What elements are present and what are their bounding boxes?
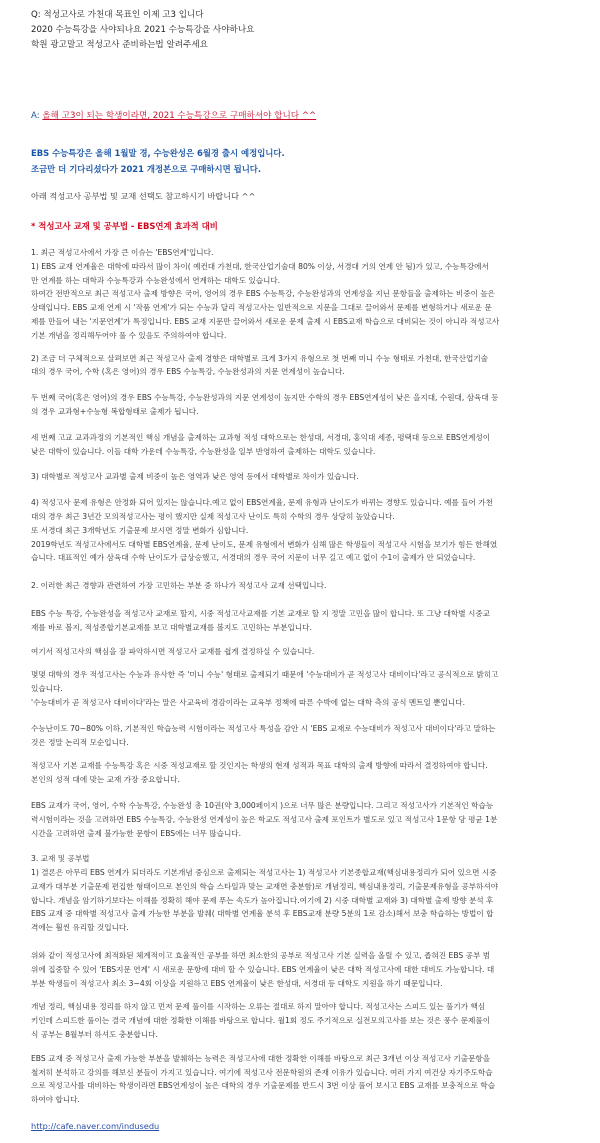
- paragraph-line: 교재가 대부분 기출문제 편집한 형태이므로 본인의 학습 스타일과 맞는 교재면 충분함)로 개념정리, 핵심내용정리, 기출문제유형을 공부하셔야: [31, 881, 499, 891]
- answer-title: [31, 109, 566, 121]
- release-notice: [31, 145, 566, 177]
- paragraph-line: 2. 이러한 최근 경향과 관련하여 가장 고민하는 부분 중 하나가 적성고사 교재 선택입니다.: [31, 581, 327, 591]
- paragraph-line: 3) 대학별로 적성고사 교과별 출제 비중이 높은 영역과 낮은 영역 등에서 대학별로 차이가 있습니다.: [31, 472, 359, 482]
- paragraph-line: 3. 교재 및 공부법: [31, 854, 90, 864]
- paragraph: [31, 579, 566, 593]
- paragraph-line: 수능난이도 70~80% 이하, 기본적인 학습능력 시험이라는 적성고사 특성을 감안 시 'EBS 교재로 수능대비가 적성고사 대비이다'라고 말하는: [31, 723, 496, 733]
- paragraph: [31, 852, 566, 935]
- question-line: Q: 적성고사로 가천대 목표인 이제 고3 입니다: [31, 10, 204, 20]
- paragraph-line: 적성고사 기본 교재를 수능특강 혹은 시중 적성교재로 할 것인지는 학생의 현재 성적과 목표 대학의 출제 방향에 따라서 결정하여야 합니다.: [31, 761, 488, 771]
- paragraph-line: 시간을 고려하면 출제 불가능한 문항이 EBS에는 너무 많습니다.: [31, 828, 242, 838]
- paragraph-line: 격에는 훨씬 유리할 것입니다.: [31, 923, 129, 933]
- paragraph: [31, 1000, 566, 1041]
- paragraph-line: 세 번째 고교 교과과정의 기본적인 핵심 개념을 출제하는 교과형 적성 대학으로는 한성대, 서경대, 홍익대 세종, 평택대 등으로 EBS연계성이: [31, 432, 491, 442]
- paragraph-line: EBS 교재가 국어, 영어, 수학 수능특강, 수능완성 총 10권(약 3,000페이지 )으로 너무 많은 분량입니다. 그리고 적성고사가 기본적인 학습능: [31, 800, 494, 810]
- paragraph-line: 1) EBS 교재 연계율은 대학에 따라서 많이 차이( 예컨대 가천대, 한국산업기술대 80% 이상, 서경대 거의 연계 안 됨)가 있고, 수능특강에서: [31, 261, 489, 271]
- paragraph-line: 여기서 적성고사의 핵심을 잘 파악하시면 적성고사 교재를 쉽게 결정하실 수 있습니다.: [31, 646, 315, 656]
- paragraph-line: 대의 경우 국어, 수학 (혹은 영어)의 경우 EBS 수능특강, 수능완성과의 지문 연계성이 높습니다.: [31, 367, 345, 377]
- paragraph-line: 대의 경우 최근 3년간 모의적성고사는 평이 했지만 실제 적성고사 난이도 특히 수학의 경우 상당히 높았습니다.: [31, 511, 395, 521]
- paragraph-line: 력시험이라는 것을 고려하면 EBS 수능특강, 수능완성 연계성이 높은 학교도 적성고사 출제 포인트가 별도로 있고 적성고사 1문항 당 평균 1분: [31, 814, 498, 824]
- paragraph-line: EBS 교재 중 적성고사 출제 가능한 부분을 발췌하는 능력은 적성고사에 대한 정확한 이해를 바탕으로 최근 3개년 이상 적성고사 기출문항을: [31, 1053, 491, 1063]
- paragraph-line: EBS 교재 중 대학별 적성고사 출제 가능한 부분을 발췌( 대학별 연계율 분석 후 EBS교재 분량 5분의 1로 감소)해서 보충 학습하는 방법이 합: [31, 909, 494, 919]
- paragraph-line: 하여야 합니다.: [31, 1095, 80, 1105]
- paragraph-line: 낮은 대학이 있습니다. 이들 대학 가운데 수능특강, 수능완성을 일부 반영하여 출제하는 대학도 있습니다.: [31, 446, 376, 456]
- paragraph-line: 2) 조금 더 구체적으로 살펴보면 최근 적성고사 출제 경향은 대학별로 크게 3가지 유형으로 첫 번째 미니 수능 형태로 가천대, 한국산업기술: [31, 353, 489, 363]
- paragraph: [31, 352, 566, 380]
- paragraph-line: 있습니다.: [31, 684, 63, 694]
- paragraph: [31, 607, 566, 635]
- question-line: 학원 광고말고 적성고사 준비하는법 알려주세요: [31, 40, 208, 50]
- paragraph-line: 1. 최근 적성고사에서 가장 큰 이슈는 'EBS연계'입니다.: [31, 248, 214, 257]
- paragraph-line: 위와 같이 적성고사에 최적화된 체계적이고 효율적인 공부를 하면 최소한의 공부로 적성고사 기본 실력을 올릴 수 있고, 좁혀진 EBS 공부 범: [31, 951, 491, 961]
- paragraph-line: EBS 수능 특강, 수능완성을 적성고사 교재로 할지, 시중 적성고사교재를 기본 교재로 할 지 정말 고민을 많이 합니다. 또 그냥 대학별 시중교: [31, 608, 490, 618]
- paragraph-line: 4) 적성고사 문제 유형은 안정화 되어 있지는 않습니다.예고 없이 EBS연계율, 문제 유형과 난이도가 바뀌는 경향도 있습니다. 예를 들어 가천: [31, 498, 493, 508]
- section-title: * 적성고사 교재 및 공부법 - EBS연계 효과적 대비: [31, 221, 218, 231]
- paragraph-line: 철저히 분석하고 강의를 해보신 분들이 가지고 있습니다. 여기에 적성고사 전문학원의 존재 이유가 있습니다. 여러 가지 여건상 자기주도학습: [31, 1067, 493, 1077]
- paragraph-line: 몇몇 대학의 경우 적성고사는 수능과 유사한 즉 '미니 수능' 형태로 출제되기 때문에 '수능대비가 곧 적성고사 대비이다'라고 공식적으로 밝히고: [31, 670, 499, 680]
- paragraph-line: '수능대비가 곧 적성고사 대비이다'라는 말은 사교육비 경감이라는 교육부 정책에 따른 수박에 없는 대학 측의 공식 멘트일 뿐입니다.: [31, 697, 465, 707]
- paragraph: [31, 391, 566, 419]
- paragraph-line: 개념 정리, 핵심내용 정리를 하지 않고 먼저 문제 풀이를 시작하는 오류는 절대로 하지 말아야 합니다. 적성고사는 스피드 있는 풀기가 핵심: [31, 1002, 486, 1012]
- paragraph: [31, 722, 566, 750]
- answer-prefix: A:: [31, 111, 43, 121]
- release-line: 조금만 더 기다리셨다가 2021 개정본으로 구매하시면 됩니다.: [31, 164, 262, 174]
- paragraph-line: 두 번째 국어(혹은 영어)의 경우 EBS 수능특강, 수능완성과의 지문 연계성이 높지만 수학의 경우 EBS연계성이 낮은 을지대, 수원대, 삼육대 등: [31, 393, 499, 403]
- paragraph-line: 습니다. 대표적인 예가 삼육대 수학 난이도가 급상승했고, 서경대의 경우 국어 지문이 너무 길고 예고 없이 수1이 출제가 안 되었습니다.: [31, 553, 476, 563]
- paragraph-line: 합니다. 개념을 암기하기보다는 이해를 정확히 해야 문제 푸는 속도가 높아집니다.여기에 2) 시중 대학별 교재와 3) 대학별 출제 방향 분석 후: [31, 895, 494, 905]
- paragraph: [31, 668, 566, 709]
- paragraph-line: 의 경우 교과형+수능형 복합형태로 출제가 됩니다.: [31, 406, 199, 416]
- body-paragraphs: [31, 246, 566, 1107]
- paragraph-line: 키인데 스피드한 풀이는 결국 개념에 대한 정확한 이해를 바탕으로 합니다. 월1회 정도 주기적으로 실전모의고사를 보는 것은 풍수 문제풀이: [31, 1016, 491, 1026]
- paragraph: [31, 470, 566, 484]
- paragraph: [31, 645, 566, 659]
- release-line: EBS 수능특강은 올해 1월말 경, 수능완성은 6월경 출시 예정입니다.: [31, 148, 285, 158]
- paragraph-line: 본인의 성적 대에 맞는 교재 가장 중요합니다.: [31, 775, 180, 785]
- reference-note: 아래 적성고사 공부법 및 교재 선택도 참고하시기 바랍니다 ^^: [31, 191, 256, 201]
- paragraph-line: 위에 집중할 수 있어 'EBS지문 연계' 시 새로운 문항에 대비 할 수 있습니다. EBS 연계율이 낮은 대학 적성고사에 대한 대비도 가능합니다. 대: [31, 964, 495, 974]
- paragraph-line: 재를 바로 볼지, 적성종합기본교재를 보고 대학별교재를 볼지도 고민하는 부분입니다.: [31, 622, 312, 632]
- paragraph-line: 만 연계를 하는 대학과 수능특강과 수능완성에서 연계하는 대학도 있습니다.: [31, 275, 281, 285]
- paragraph-line: 것은 정말 논리적 모순입니다.: [31, 737, 129, 747]
- question-line: 2020 수능특강을 사야되나요 2021 수능특강을 사야하나요: [31, 25, 255, 35]
- paragraph: [31, 496, 566, 565]
- paragraph-line: 으로 적성고사를 대비하는 학생이라면 EBS연계성이 높은 대학의 경우 기출문제를 반드시 3번 이상 풀어 보시고 EBS 교재를 보충적으로 학습: [31, 1081, 496, 1091]
- paragraph-line: 상태입니다. EBS 교재 연계 시 '작품 연계'가 되는 수능과 달리 적성고사는 일반적으로 지문을 그대로 끌어와서 문제를 변형하거나 새로운 문: [31, 303, 492, 313]
- paragraph: [31, 431, 566, 459]
- paragraph: [31, 759, 566, 787]
- paragraph-line: 또 서경대 최근 3개학년도 기출문제 보시면 정말 변화가 심합니다.: [31, 525, 249, 535]
- paragraph-line: 기본 개념을 정리해두어야 풀 수 있음도 주의하여야 합니다.: [31, 330, 227, 340]
- paragraph-line: 1) 결론은 아무리 EBS 연계가 되더라도 기본개념 중심으로 출제되는 적성고사는 1) 적성고사 기본종합교재(핵심내용정리가 되어 있으면 시중: [31, 868, 497, 878]
- paragraph-line: 하여간 전반적으로 최근 적성고사 출제 방향은 국어, 영어의 경우 EBS 수능특강, 수능완성과의 연계성을 지닌 문항들을 출제하는 비중이 높은: [31, 289, 496, 299]
- paragraph-line: 2019학년도 적성고사에서도 대학별 EBS연계율, 문제 난이도, 문제 유형에서 변화가 심해 많은 학생들이 적성고사 시험을 보기가 힘든 한해였: [31, 539, 498, 549]
- cafe-link[interactable]: http://cafe.naver.com/indusedu: [31, 1121, 160, 1132]
- paragraph: [31, 246, 566, 343]
- paragraph: [31, 1052, 566, 1107]
- paragraph-line: 식 공부는 8월부터 하셔도 충분합니다.: [31, 1030, 158, 1040]
- question-block: [31, 8, 566, 53]
- paragraph-line: 부분 학생들이 적성고사 최소 3~4회 이상을 지원하고 EBS 연계율이 낮은 한성대, 서경대 등 대학도 지원을 하기 때문입니다.: [31, 978, 443, 988]
- paragraph-line: 제를 만들어 내는 '지문연계'가 특징입니다. EBS 교재 지문만 끌어와서 새로운 문제 출제 시 EBS교재 학습으로 대비되는 것이 아니라 적성고사: [31, 316, 500, 326]
- answer-highlight: 올해 고3이 되는 학생이라면, 2021 수능특강으로 구매하셔야 합니다 ^^: [42, 111, 317, 121]
- paragraph: [31, 949, 566, 990]
- paragraph: [31, 799, 566, 840]
